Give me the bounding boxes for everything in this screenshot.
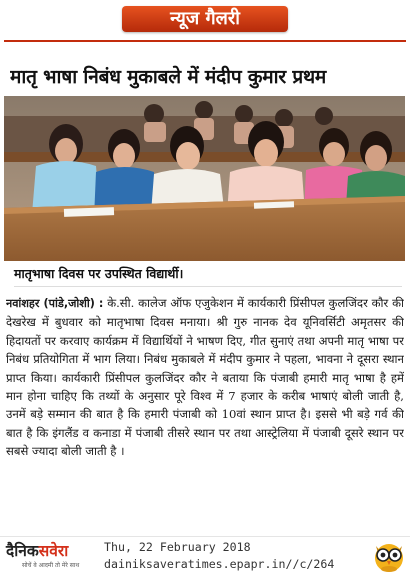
- gallery-header: [0, 0, 410, 62]
- article-body: [6, 294, 404, 522]
- header-rule: [4, 40, 406, 42]
- newspaper-logo: [6, 539, 98, 573]
- epaper-url[interactable]: dainiksaveratimes.epapr.in//c/264: [104, 557, 335, 571]
- footer-bar: [0, 536, 410, 575]
- logo-part2: सवेरा: [38, 542, 69, 560]
- logo-tagline: सोचें वे आदमी तो मेरे साथ: [22, 562, 80, 569]
- dateline: नवांशहर (पांडे,जोशी) :: [6, 297, 104, 310]
- owl-icon: [370, 536, 408, 574]
- photo-caption: मातृभाषा दिवस पर उपस्थित विद्यार्थी।: [14, 262, 402, 287]
- publish-date: Thu, 22 February 2018: [104, 540, 251, 554]
- article-text: के.सी. कालेज ऑफ एजुकेशन में कार्यकारी प्रिंसीपल कुलजिंदर कौर की देखरेख में बुधवार को मातृभाषा दिवस मनाया। श्री गुरु नानक देव यूनिवर्सिटी अमृतसर की हिदायतों पर करवाए कार्यक्रम में विद्यार्थियों ने भाषण दिए, गीत सुनाएं तथा अपनी मातृ भाषा पर निबंध प्रतियोगिता में भाग लिया। निबंध मुकाबले में मंदीप कुमार ने पहला, भावना ने दूसरा स्थान प्राप्त किया। कार्यकारी प्रिंसीपल कुलजिंदर कौर ने बताया कि पंजाबी हमारी मातृ भाषा है हमें मान होना चाहिए कि तथ्यों के अनुसार पूरे विश्व में 7 हजार के करीब भाषाएं बोली जाती है, उनमें बड़े सम्मान की बात है कि हमारी पंजाबी को 10वां स्थान प्राप्त है। इससे भी बड़े गर्व की बात है कि इंगलैंड व कनाडा में पंजाबी तीसरे स्थान पर तथा आस्ट्रेलिया में पंजाबी दूसरे स्थान पर सबसे ज्यादा बोली जाती है ।: [6, 296, 404, 459]
- news-photo: [4, 96, 405, 261]
- logo-part1: दैनिक: [6, 542, 39, 560]
- gallery-label: न्यूज गैलरी: [122, 6, 288, 32]
- headline: मातृ भाषा निबंध मुकाबले में मंदीप कुमार प्रथम: [10, 66, 327, 88]
- text-fade: [6, 522, 404, 536]
- footer-meta: [104, 539, 334, 573]
